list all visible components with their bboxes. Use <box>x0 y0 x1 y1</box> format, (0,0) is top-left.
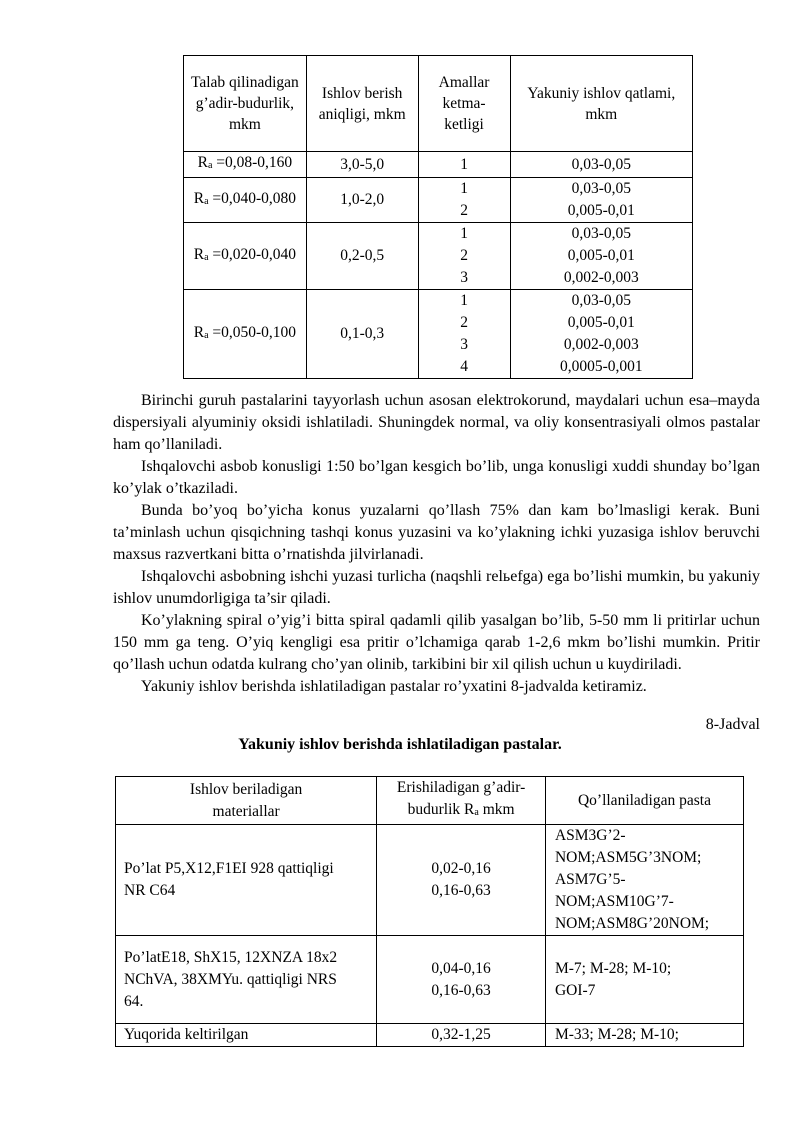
header-materials: Ishlov beriladigan materiallar <box>116 777 377 825</box>
paragraph: Birinchi guruh pastalarini tayyorlash uchun asosan elektrokorund, maydalari uchun esa–mayda dispersiyali alyuminiy oksidi ishlatiladi. Shuningdek normal, va oliy konsentrasiyali olmos pastalar ham qo’llaniladi. <box>113 392 760 453</box>
roughness-cell: $R_a =0,050-0,100$ <box>184 290 307 379</box>
roughness-cell: $R_a =0,020-0,040$ <box>184 223 307 290</box>
roughness-cell: 0,04-0,16 0,16-0,63 <box>377 936 546 1024</box>
pastes-table <box>115 776 744 1047</box>
table-row <box>184 178 693 223</box>
header-roughness: Erishiladigan g’adir-budurlik $R_a$ mkm <box>377 777 546 825</box>
layers-cell: 0,03-0,05 0,005-0,01 0,002-0,003 <box>510 223 692 290</box>
paste-cell: M-7; M-28; M-10; GOI-7 <box>545 936 743 1024</box>
layers-cell: 0,03-0,05 <box>510 152 692 178</box>
steps-cell: 1 <box>418 152 510 178</box>
steps-cell: 1 2 3 4 <box>418 290 510 379</box>
header-accuracy: Ishlov berish aniqligi, mkm <box>306 56 418 152</box>
material-cell: Po’latE18, ShX15, 12XNZA 18x2 NChVA, 38XMYu. qattiqligi NRS 64. <box>116 936 377 1024</box>
header-final-layer: Yakuniy ishlov qatlami, mkm <box>510 56 692 152</box>
table-row <box>116 936 744 1024</box>
table-row <box>184 223 693 290</box>
paste-cell: M-33; M-28; M-10; <box>545 1024 743 1047</box>
header-step-sequence: Amallar ketma-ketligi <box>418 56 510 152</box>
paragraph: Ishqalovchi asbobning ishchi yuzasi turlicha (naqshli relьefga) ega bo’lishi mumkin, bu yakuniy ishlov unumdorligiga ta’sir qiladi. <box>113 568 760 607</box>
accuracy-cell: 0,2-0,5 <box>306 223 418 290</box>
table-row <box>184 152 693 178</box>
header-required-roughness: Talab qilinadigan g’adir-budurlik, mkm <box>184 56 307 152</box>
roughness-cell: 0,02-0,16 0,16-0,63 <box>377 825 546 936</box>
table-number: 8-Jadval <box>705 716 760 733</box>
paragraph: Bunda bo’yoq bo’yicha konus yuzalarni qo’llash 75% dan kam bo’lmasligi kerak. Buni ta’minlash uchun qisqichning tashqi konus yuzasini va ko’ylakning ichki yuzasiga ishlov beruvchi maxsus razvertkani bitta o’rnatishda jilvirlanadi. <box>113 502 760 563</box>
table-row <box>116 1024 744 1047</box>
layers-cell: 0,03-0,05 0,005-0,01 0,002-0,003 0,0005-0,001 <box>510 290 692 379</box>
material-cell: Yuqorida keltirilgan <box>116 1024 377 1047</box>
table-row <box>116 825 744 936</box>
paragraph: Ko’ylakning spiral o’yig’i bitta spiral qadamli qilib yasalgan bo’lib, 5-50 mm li pritirlar uchun 150 mm ga teng. O’yiq kengligi esa pritir o’lchamiga qarab 1-2,6 mkm bo’lishi mumkin. Pritir qo’llash uchun odatda kulrang cho’yan olinib, tarkibini bir xil qilish uchun u kuydiriladi. <box>113 612 760 673</box>
roughness-cell: $R_a =0,08-0,160$ <box>184 152 307 178</box>
roughness-cell: 0,32-1,25 <box>377 1024 546 1047</box>
steps-cell: 1 2 <box>418 178 510 223</box>
table-header-row <box>184 56 693 152</box>
roughness-cell: $R_a =0,040-0,080$ <box>184 178 307 223</box>
steps-cell: 1 2 3 <box>418 223 510 290</box>
layers-cell: 0,03-0,05 0,005-0,01 <box>510 178 692 223</box>
body-text <box>113 390 760 698</box>
table-row <box>184 290 693 379</box>
table-header-row <box>116 777 744 825</box>
paragraph: Ishqalovchi asbob konusligi 1:50 bo’lgan kesgich bo’lib, unga konusligi xuddi shunday bo’lgan ko’ylak o’tkaziladi. <box>113 458 760 497</box>
paragraph: Yakuniy ishlov berishda ishlatiladigan pastalar ro’yxatini 8-jadvalda ketiramiz. <box>141 678 647 695</box>
accuracy-cell: 3,0-5,0 <box>306 152 418 178</box>
accuracy-cell: 0,1-0,3 <box>306 290 418 379</box>
header-paste: Qo’llaniladigan pasta <box>545 777 743 825</box>
roughness-table <box>183 55 693 379</box>
paste-cell: ASM3G’2-NOM;ASM5G’3NOM; ASM7G’5-NOM;ASM10G’7-NOM;ASM8G’20NOM; <box>545 825 743 936</box>
material-cell: Po’lat P5,X12,F1EI 928 qattiqligi NR C64 <box>116 825 377 936</box>
accuracy-cell: 1,0-2,0 <box>306 178 418 223</box>
table-title: Yakuniy ishlov berishda ishlatiladigan pastalar. <box>238 736 562 753</box>
